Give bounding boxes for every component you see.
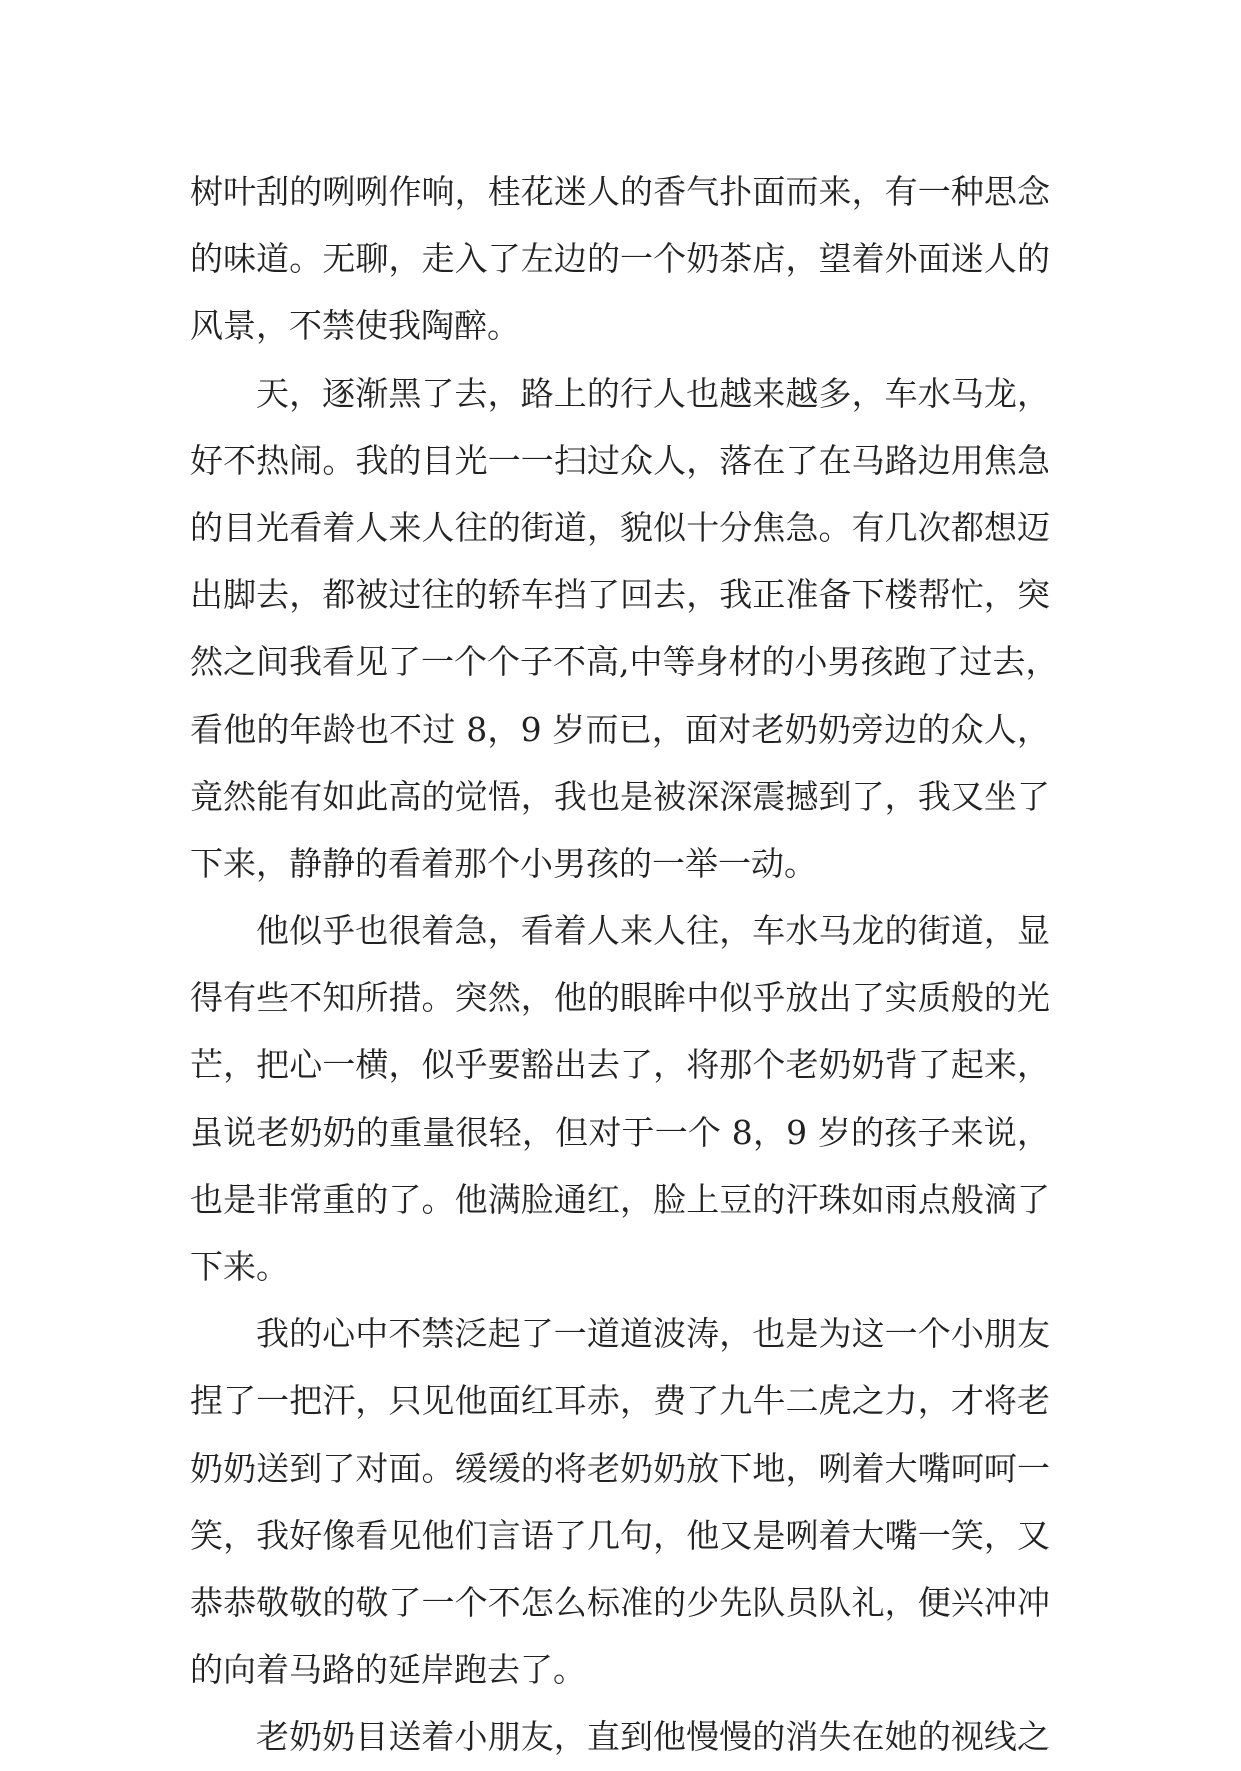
text-line: 奶奶送到了对面。缓缓的将老奶奶放下地，咧着大嘴呵呵一 [190,1448,1050,1488]
text-line: 笑，我好像看见他们言语了几句，他又是咧着大嘴一笑，又 [190,1515,1050,1555]
text-line: 的味道。无聊，走入了左边的一个奶茶店，望着外面迷人的 [190,239,1050,279]
text-line: 也是非常重的了。他满脸通红，脸上豆的汗珠如雨点般滴了 [190,1179,1050,1219]
text-line: 好不热闹。我的目光一一扫过众人，落在了在马路边用焦急 [190,440,1050,480]
paragraph [190,360,1059,898]
text-line: 天，逐渐黑了去，路上的行人也越来越多，车水马龙， [256,373,1050,413]
text-line: 风景，不禁使我陶醉。 [190,306,520,346]
text-line: 捏了一把汗，只见他面红耳赤，费了九牛二虎之力，才将老 [190,1381,1050,1421]
text-line: 恭恭敬敬的敬了一个不怎么标准的少先队员队礼，便兴冲冲 [190,1582,1050,1622]
text-line: 的向着马路的延岸跑去了。 [190,1650,586,1690]
text-line: 我的心中不禁泛起了一道道波涛，也是为这一个小朋友 [256,1314,1050,1354]
paragraph [190,1703,1050,1770]
text-line: 得有些不知所措。突然，他的眼眸中似乎放出了实质般的光 [190,978,1050,1018]
text-line: 下来。 [190,1247,289,1286]
text-line: 虽说老奶奶的重量很轻，但对于一个 8，9 岁的孩子来说， [190,1112,1050,1152]
text-line: 老奶奶目送着小朋友，直到他慢慢的消失在她的视线之 [256,1717,1050,1757]
essay-text [190,158,1059,1771]
text-line: 出脚去，都被过往的轿车挡了回去，我正准备下楼帮忙，突 [190,575,1050,615]
text-line: 芒，把心一横，似乎要豁出去了，将那个老奶奶背了起来， [190,1045,1050,1085]
text-line: 然之间我看见了一个个子不高,中等身材的小男孩跑了过去， [190,642,1059,682]
text-line: 看他的年龄也不过 8，9 岁而已，面对老奶奶旁边的众人， [190,709,1050,749]
text-line: 下来，静静的看着那个小男孩的一举一动。 [190,843,817,883]
text-line: 的目光看着人来人往的街道，貌似十分焦急。有几次都想迈 [190,507,1050,547]
text-line: 竟然能有如此高的觉悟，我也是被深深震撼到了，我又坐了 [190,776,1050,816]
text-line: 树叶刮的咧咧作响，桂花迷人的香气扑面而来，有一种思念 [190,172,1050,211]
text-line: 他似乎也很着急，看着人来人往，车水马龙的街道，显 [256,911,1050,951]
paragraph [190,1300,1050,1703]
paragraph [190,897,1050,1300]
paragraph [190,158,1050,360]
